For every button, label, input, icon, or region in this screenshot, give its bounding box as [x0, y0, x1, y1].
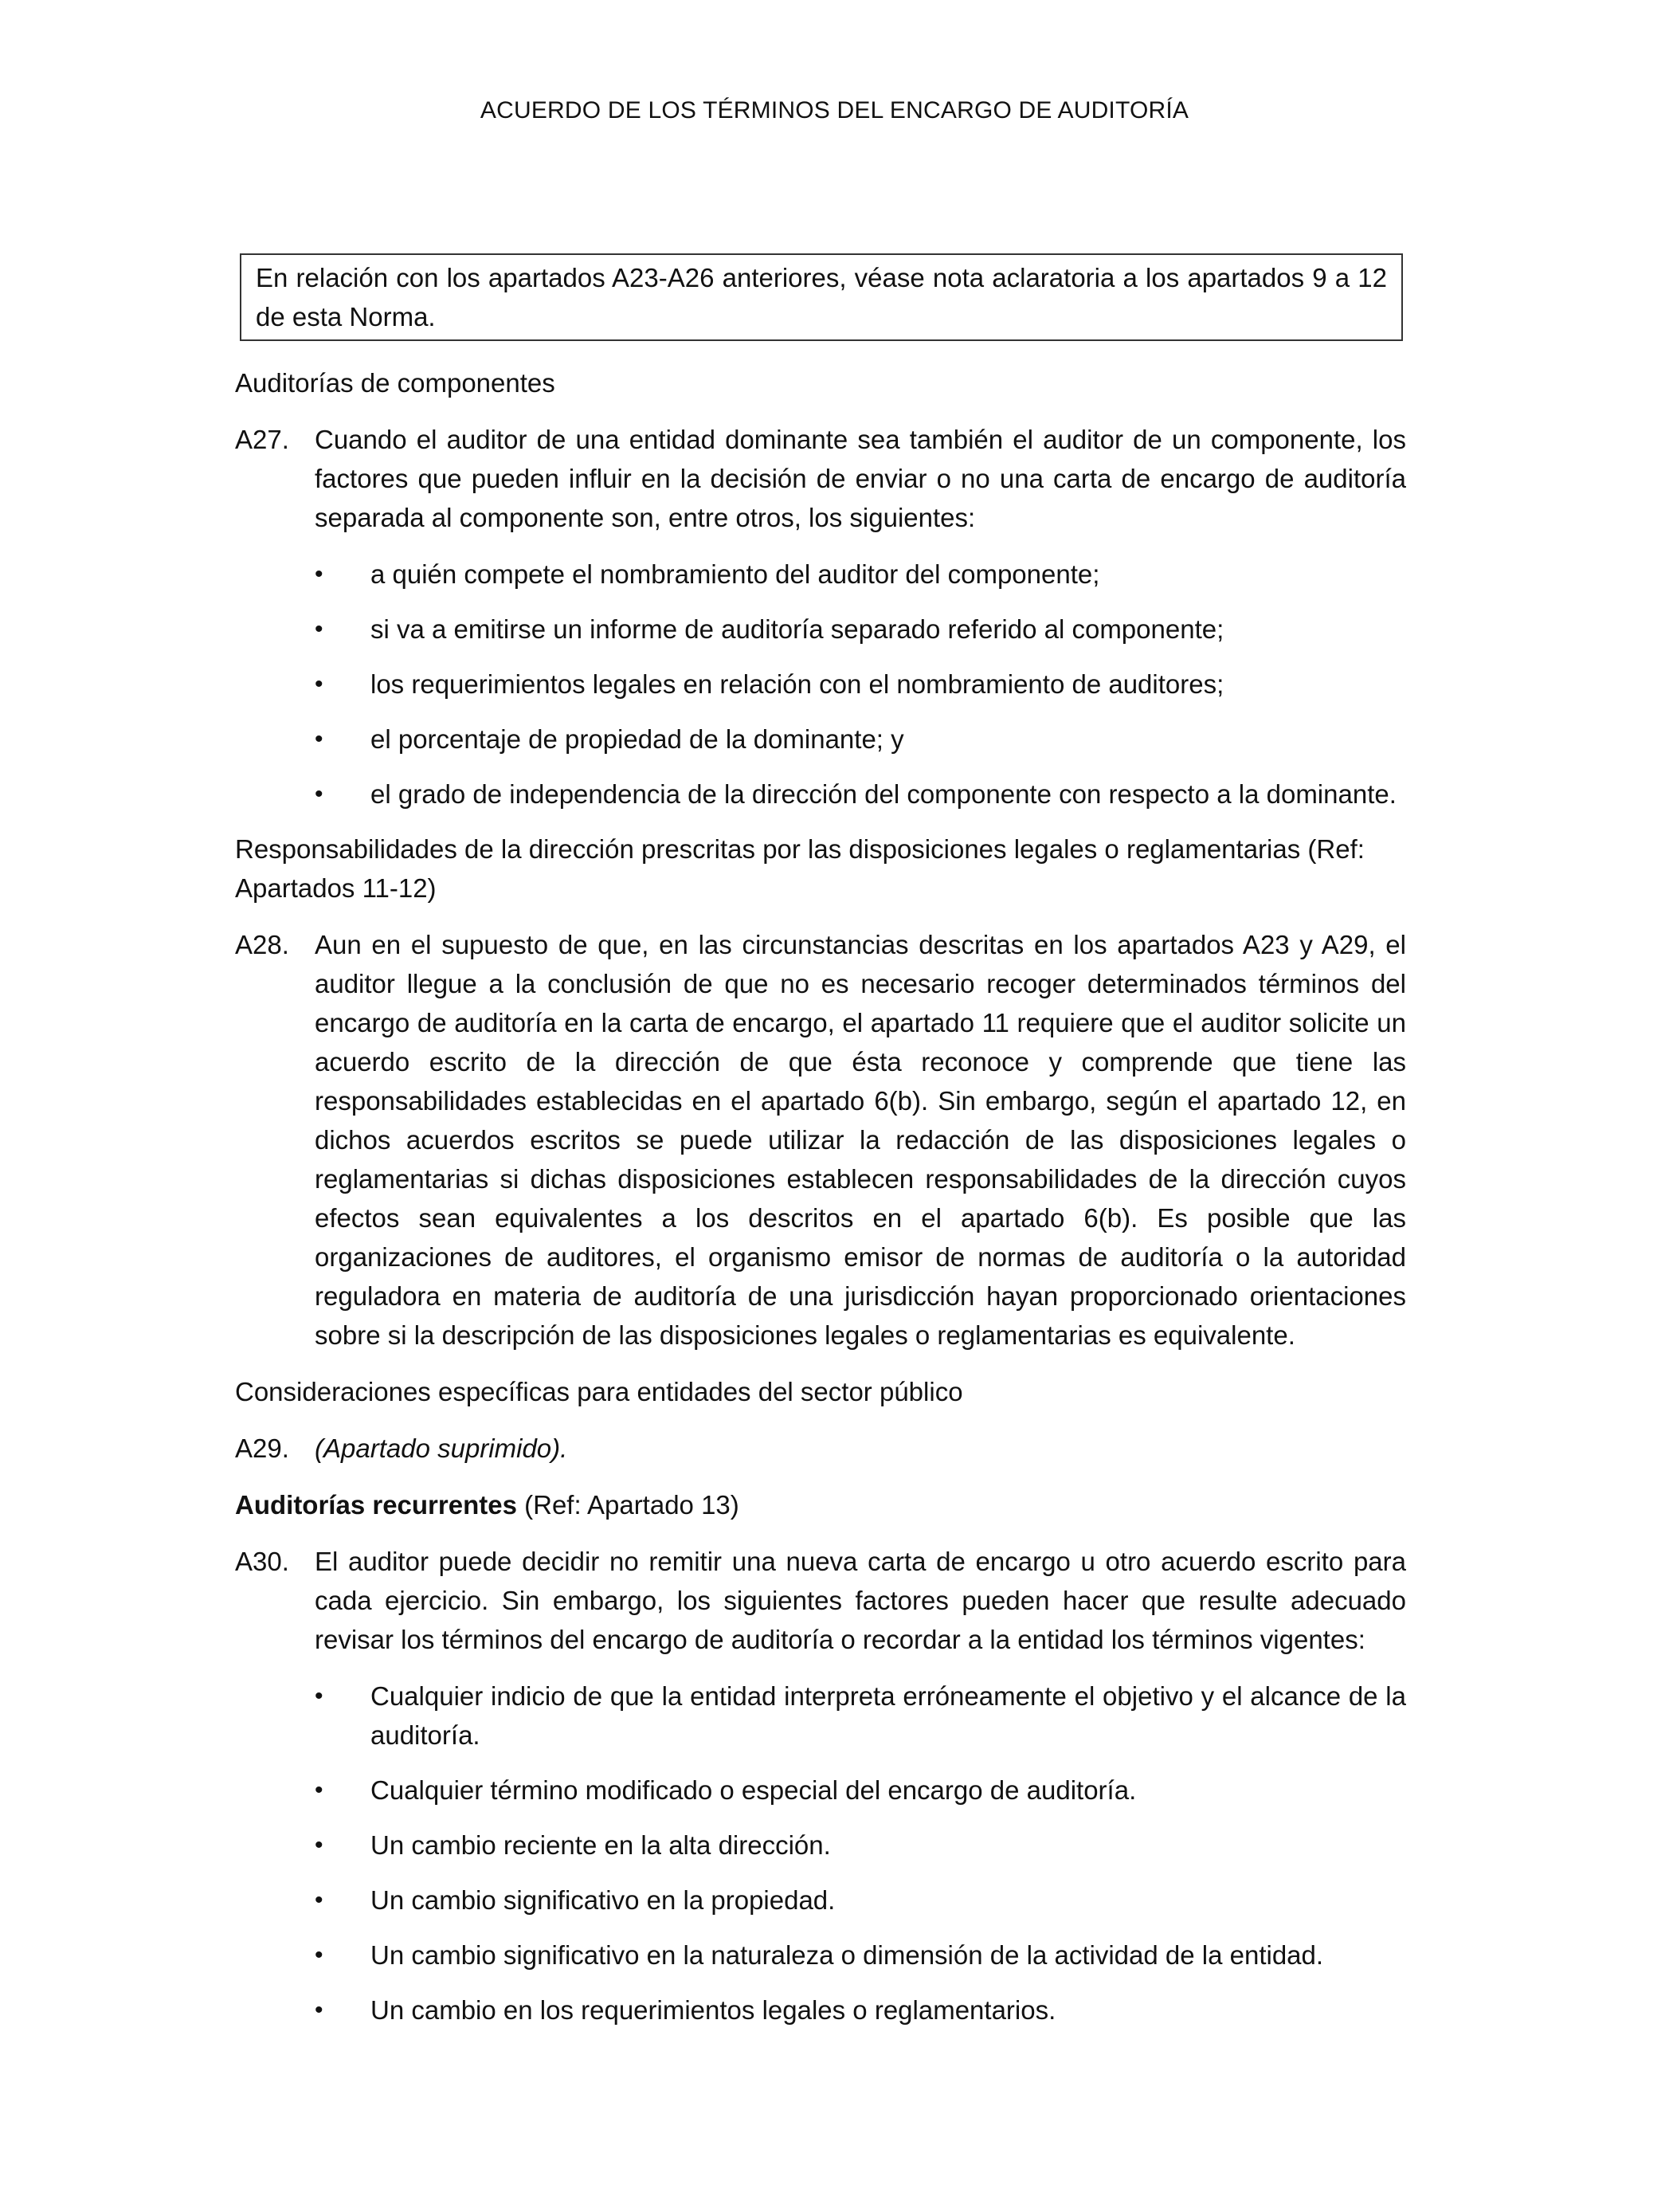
paragraph-text: Cuando el auditor de una entidad dominante sea también el auditor de un componente, los factores que pueden influir en la decisión de enviar o no una carta de encargo de auditoría separada al componente son, entre otros, los siguientes:: [315, 425, 1406, 532]
list-item: • el porcentaje de propiedad de la dominante; y: [235, 720, 1406, 759]
paragraph-a30: [235, 1542, 1406, 1659]
paragraph-text: Aun en el supuesto de que, en las circunstancias descritas en los apartados A23 y A29, el auditor llegue a la conclusión de que no es necesario recoger determinados términos del encargo de auditoría en la carta de encargo, el apartado 11 requiere que el auditor solicite un acuerdo escrito de la dirección de que ésta reconoce y comprende que tiene las responsabilidades establecidas en el apartado 6(b). Sin embargo, según el apartado 12, en dichos acuerdos escritos se puede utilizar la redacción de las disposiciones legales o reglamentarias si dichas disposiciones establecen responsabilidades de la dirección cuyos efectos sean equivalentes a los descritos en el apartado 6(b). Es posible que las organizaciones de auditores, el organismo emisor de normas de auditoría o la autoridad reguladora en materia de auditoría de una jurisdicción hayan proporcionado orientaciones sobre si la descripción de las disposiciones legales o reglamentarias es equivalente.: [315, 930, 1406, 1350]
list-item: • Un cambio reciente en la alta dirección.: [235, 1826, 1406, 1865]
section-heading-public-sector: Consideraciones específicas para entidades del sector público: [235, 1377, 963, 1406]
bullet-icon: •: [315, 726, 323, 752]
list-item: • Un cambio significativo en la naturaleza o dimensión de la actividad de la entidad.: [235, 1936, 1406, 1975]
paragraph-text: El auditor puede decidir no remitir una nueva carta de encargo u otro acuerdo escrito para cada ejercicio. Sin embargo, los siguientes factores pueden hacer que resulte adecuado revisar los términos del encargo de auditoría o recordar a la entidad los términos vigentes:: [315, 1547, 1406, 1654]
bullet-icon: •: [315, 1832, 323, 1858]
paragraph-number: A27.: [235, 425, 289, 454]
bullet-icon: •: [315, 1997, 323, 2023]
list-item: • si va a emitirse un informe de auditoría separado referido al componente;: [235, 610, 1406, 649]
list-item: • Cualquier término modificado o especial del encargo de auditoría.: [235, 1771, 1406, 1810]
heading-bold-text: Auditorías recurrentes: [235, 1490, 517, 1520]
section-heading-recurring: [235, 1485, 1406, 1524]
paragraph-number: A30.: [235, 1547, 289, 1576]
section-heading-components: Auditorías de componentes: [235, 368, 555, 398]
list-item: • a quién compete el nombramiento del auditor del componente;: [235, 555, 1406, 594]
paragraph-text: (Apartado suprimido).: [315, 1433, 568, 1463]
list-item: • los requerimientos legales en relación con el nombramiento de auditores;: [235, 665, 1406, 704]
document-body: [235, 253, 1406, 2045]
bullet-icon: •: [315, 781, 323, 807]
bullet-icon: •: [315, 561, 323, 587]
list-item: • Un cambio en los requerimientos legales o reglamentarios.: [235, 1990, 1406, 2030]
heading-reference: (Ref: Apartado 13): [516, 1490, 739, 1520]
bullet-list-components: [235, 555, 1406, 814]
page-header-title: ACUERDO DE LOS TÉRMINOS DEL ENCARGO DE AUDITORÍA: [480, 97, 1189, 124]
paragraph-a29: [235, 1429, 1406, 1468]
bullet-icon: •: [315, 616, 323, 642]
paragraph-number: A29.: [235, 1433, 289, 1463]
bullet-icon: •: [315, 1777, 323, 1803]
paragraph-a27: [235, 420, 1406, 537]
bullet-icon: •: [315, 1683, 323, 1709]
list-item: • Un cambio significativo en la propiedad.: [235, 1881, 1406, 1920]
paragraph-number: A28.: [235, 930, 289, 959]
bullet-icon: •: [315, 1942, 323, 1968]
bullet-icon: •: [315, 671, 323, 697]
section-heading-responsibilities: Responsabilidades de la dirección prescritas por las disposiciones legales o reglamentarias (Ref: Apartados 11-12): [235, 834, 1365, 903]
paragraph-a28: [235, 925, 1406, 1355]
list-item: • Cualquier indicio de que la entidad interpreta erróneamente el objetivo y el alcance de la auditoría.: [235, 1677, 1406, 1755]
bullet-icon: •: [315, 1887, 323, 1913]
clarifying-note-box: En relación con los apartados A23-A26 anteriores, véase nota aclaratoria a los apartados 9 a 12 de esta Norma.: [240, 253, 1403, 341]
list-item: • el grado de independencia de la dirección del componente con respecto a la dominante.: [235, 775, 1406, 814]
bullet-list-recurring: [235, 1677, 1406, 2030]
